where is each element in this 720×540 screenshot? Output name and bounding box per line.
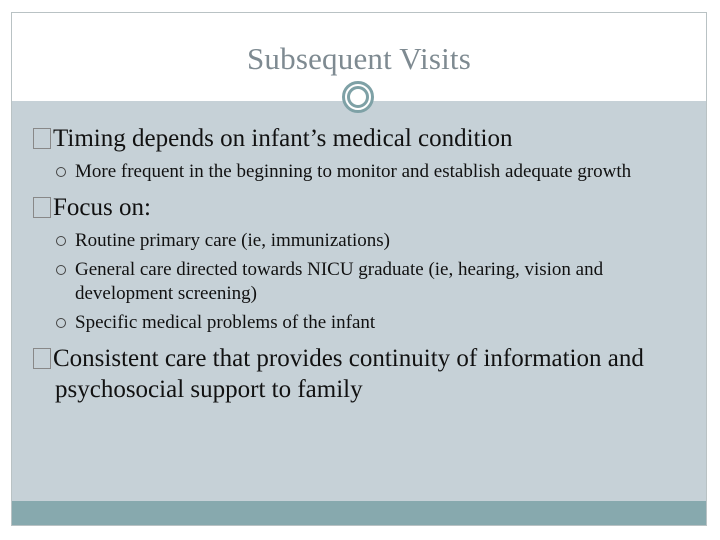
sub-bullet-text: More frequent in the beginning to monitor and establish adequate growth [75,161,632,182]
sub-bullet-text: Routine primary care (ie, immunizations) [75,230,390,251]
missing-glyph-box-icon [33,348,51,369]
bullet-item [33,192,693,223]
sub-bullet-item [33,229,693,253]
sub-bullet-item [33,311,693,335]
bullet-text: Focus on: [53,194,151,221]
missing-glyph-box-icon [33,128,51,149]
slide-title: Subsequent Visits [246,41,472,76]
slide [11,12,707,526]
sub-bullet-item [33,258,693,306]
bullet-text: Timing depends on infant’s medical condition [53,125,513,152]
missing-glyph-box-icon [33,197,51,218]
slide-body [33,123,693,411]
footer-accent-bar [12,501,706,525]
hollow-circle-icon [56,236,66,246]
bullet-item [33,343,693,405]
sub-bullet-item [33,160,693,184]
circle-ornament-icon [342,81,374,113]
hollow-circle-icon [56,167,66,177]
hollow-circle-icon [56,265,66,275]
sub-bullet-list [33,160,693,184]
sub-bullet-text: General care directed towards NICU graduate (ie, hearing, vision and development screening) [75,259,604,304]
bullet-item [33,123,693,154]
sub-bullet-text: Specific medical problems of the infant [75,312,376,333]
bullet-text: Consistent care that provides continuity of information and psychosocial support to family [53,345,644,403]
hollow-circle-icon [56,318,66,328]
sub-bullet-list [33,229,693,335]
